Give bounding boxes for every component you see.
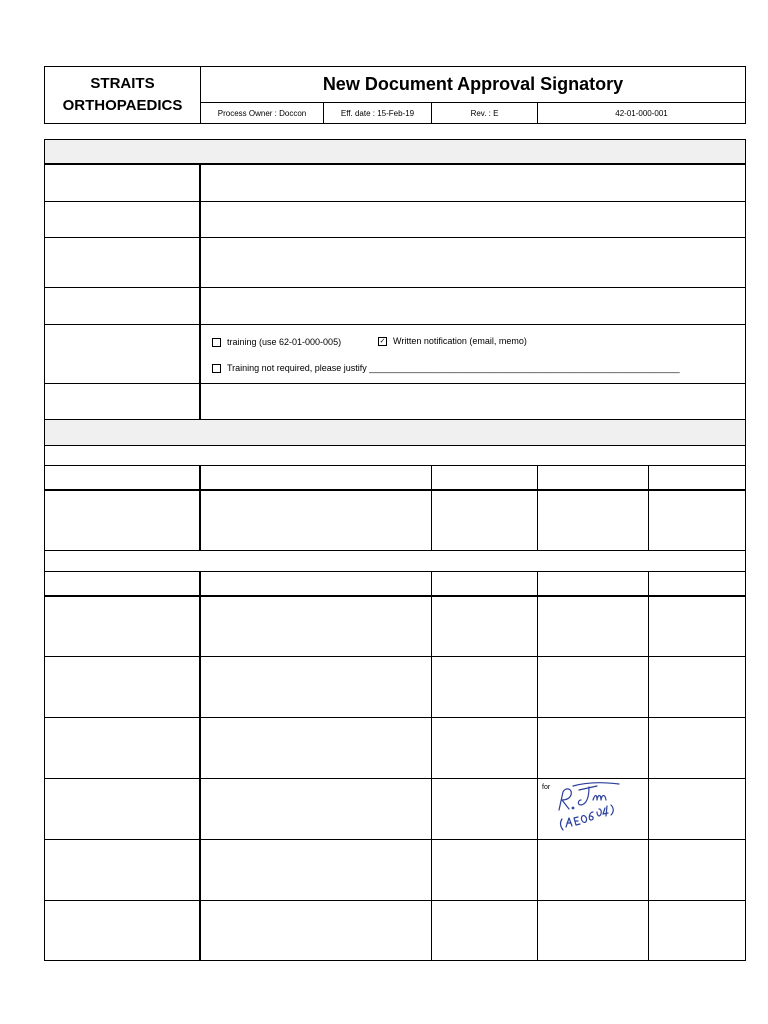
handwritten-signature (553, 778, 629, 838)
document-header (44, 66, 746, 124)
option-not-required-label: Training not required, please justify ______________________________________________________________ (227, 363, 680, 373)
written-notification-checkbox[interactable]: ✓ (379, 337, 386, 345)
company-name-line1: STRAITS (90, 75, 155, 92)
option-training-not-required[interactable] (212, 363, 680, 373)
training-checkbox[interactable] (212, 338, 221, 347)
process-owner: Process Owner : Doccon (201, 103, 324, 123)
company-name-line2: ORTHOPAEDICS (62, 97, 183, 114)
option-training[interactable] (212, 337, 341, 347)
option-written-notification[interactable] (378, 336, 527, 346)
signature-for-label: for (542, 784, 551, 791)
form-number: 42-01-000-001 (615, 108, 668, 118)
not-required-checkbox[interactable] (212, 364, 221, 373)
company-name (45, 67, 201, 123)
document-title: New Document Approval Signatory (201, 67, 745, 103)
approval-form (44, 139, 746, 961)
section-header-approvals (45, 420, 745, 445)
option-training-label: training (use 62-01-000-005) (227, 337, 342, 347)
section-header-document-info (45, 140, 745, 163)
revision: Rev. : E (432, 103, 538, 123)
option-written-notification-label: Written notification (email, memo) (393, 336, 527, 346)
effective-date: Eff. date : 15-Feb-19 (324, 103, 432, 123)
